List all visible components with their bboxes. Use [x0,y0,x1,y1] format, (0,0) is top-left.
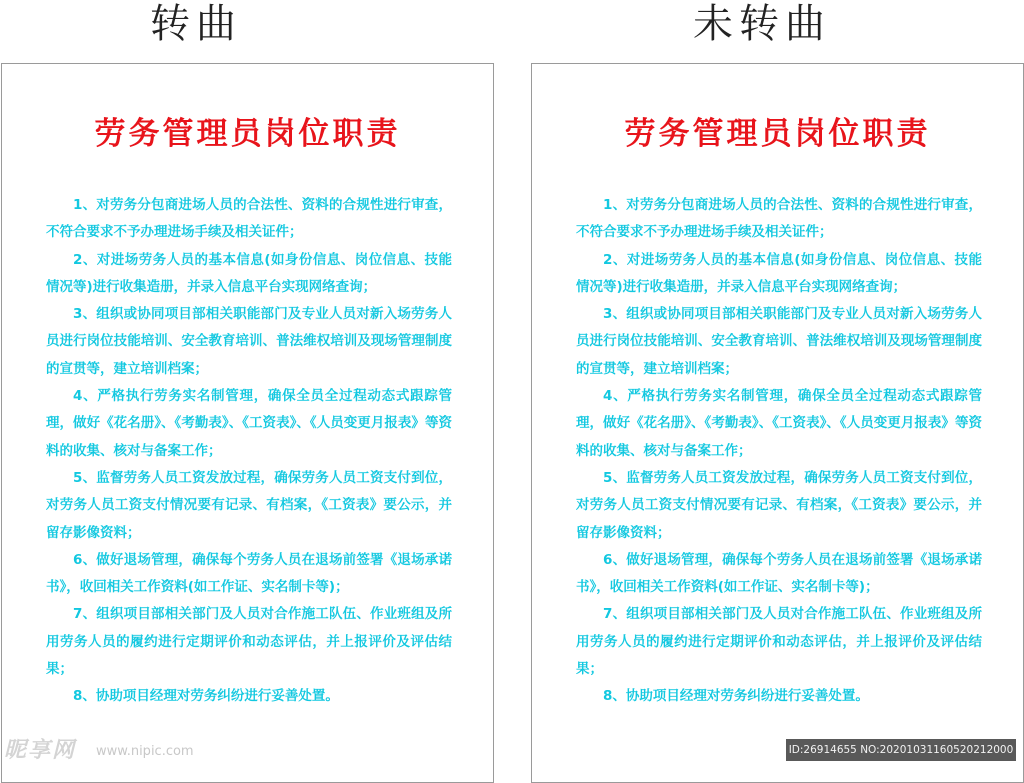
duty-item: 7、组织项目部相关部门及人员对合作施工队伍、作业班组及所用劳务人员的履约进行定期评价和动态评估，并上报评价及评估结果； [576,606,982,678]
duty-item: 3、组织或协同项目部相关职能部门及专业人员对新入场劳务人员进行岗位技能培训、安全教育培训、普法维权培训及现场管理制度的宣贯等，建立培训档案； [46,306,452,377]
duty-item: 7、组织项目部相关部门及人员对合作施工队伍、作业班组及所用劳务人员的履约进行定期评价和动态评估，并上报评价及评估结果； [46,606,452,678]
duty-list [46,192,452,711]
duty-item: 1、对劳务分包商进场人员的合法性、资料的合规性进行审查，不符合要求不予办理进场手续及相关证件； [576,197,982,241]
duty-item: 6、做好退场管理，确保每个劳务人员在退场前签署《退场承诺书》，收回相关工作资料(如工作证、实名制卡等)； [576,551,982,596]
watermark-logo: 昵享网 [4,738,77,763]
duty-item: 2、对进场劳务人员的基本信息(如身份信息、岗位信息、技能情况等)进行收集造册，并录入信息平台实现网络查询； [576,251,982,295]
duty-item: 8、协助项目经理对劳务纠纷进行妥善处置。 [73,688,339,705]
document-panel-left [1,63,494,783]
duty-item: 1、对劳务分包商进场人员的合法性、资料的合规性进行审查，不符合要求不予办理进场手续及相关证件； [46,197,452,241]
duty-item: 2、对进场劳务人员的基本信息(如身份信息、岗位信息、技能情况等)进行收集造册，并录入信息平台实现网络查询； [46,251,452,295]
duty-item: 6、做好退场管理，确保每个劳务人员在退场前签署《退场承诺书》，收回相关工作资料(如工作证、实名制卡等)； [46,551,452,596]
watermark-url: www.nipic.com [96,744,194,759]
duty-list [576,192,982,711]
label-unconverted: 未转曲 [693,1,831,47]
duty-item: 5、监督劳务人员工资发放过程，确保劳务人员工资支付到位，对劳务人员工资支付情况要有记录、有档案，《工资表》要公示，并留存影像资料； [46,469,452,541]
duty-item: 8、协助项目经理对劳务纠纷进行妥善处置。 [603,688,869,705]
duty-item: 4、严格执行劳务实名制管理，确保全员全过程动态式跟踪管理，做好《花名册》、《考勤表》、《工资表》、《人员变更月报表》等资料的收集、核对与备案工作； [576,388,982,459]
duty-item: 3、组织或协同项目部相关职能部门及专业人员对新入场劳务人员进行岗位技能培训、安全教育培训、普法维权培训及现场管理制度的宣贯等，建立培训档案； [576,306,982,377]
image-id-banner: ID:26914655 NO:20201031160520212000 [786,739,1016,761]
document-title: 劳务管理员岗位职责 [94,116,401,152]
label-converted: 转曲 [150,1,242,47]
document-title: 劳务管理员岗位职责 [624,116,931,152]
document-panel-right [531,63,1024,783]
duty-item: 5、监督劳务人员工资发放过程，确保劳务人员工资支付到位，对劳务人员工资支付情况要有记录、有档案，《工资表》要公示，并留存影像资料； [576,469,982,541]
duty-item: 4、严格执行劳务实名制管理，确保全员全过程动态式跟踪管理，做好《花名册》、《考勤表》、《工资表》、《人员变更月报表》等资料的收集、核对与备案工作； [46,388,452,459]
